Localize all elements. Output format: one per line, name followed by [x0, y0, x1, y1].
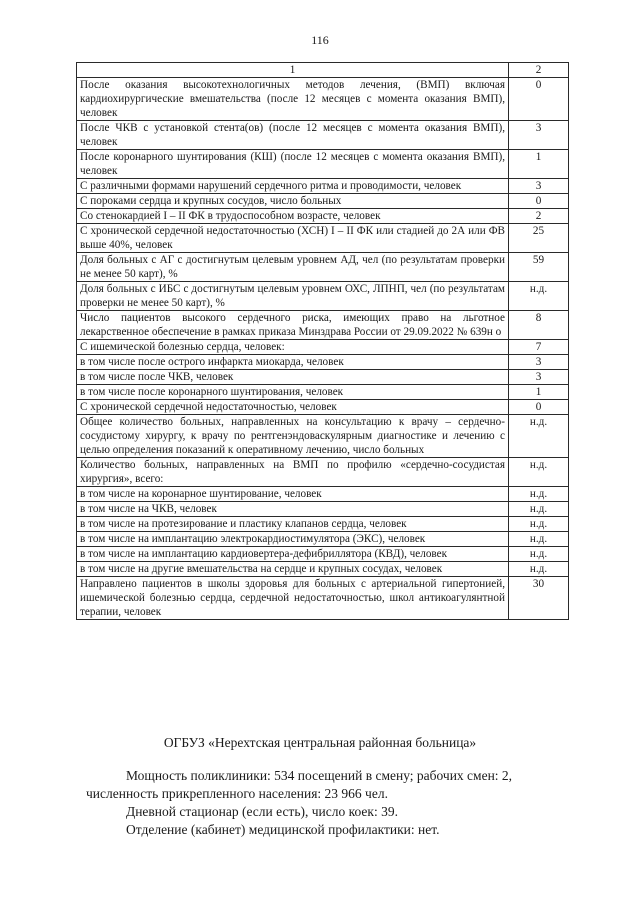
indicator-value: н.д.	[509, 502, 569, 517]
table-row	[77, 224, 569, 253]
indicator-value: н.д.	[509, 487, 569, 502]
indicator-value: 25	[509, 224, 569, 253]
table-row	[77, 385, 569, 400]
table-row	[77, 209, 569, 224]
indicator-label: в том числе после ЧКВ, человек	[77, 370, 509, 385]
indicator-label: С пороками сердца и крупных сосудов, число больных	[77, 194, 509, 209]
table-row	[77, 577, 569, 620]
capacity-line-1: Мощность поликлиники: 534 посещений в смену; рабочих смен: 2,	[126, 768, 513, 783]
table-row	[77, 458, 569, 487]
prevention-office-line: Отделение (кабинет) медицинской профилактики: нет.	[126, 822, 440, 837]
table-row	[77, 78, 569, 121]
indicator-value: н.д.	[509, 517, 569, 532]
day-hospital-line: Дневной стационар (если есть), число коек: 39.	[126, 804, 398, 819]
table-row	[77, 179, 569, 194]
indicator-value: н.д.	[509, 562, 569, 577]
indicator-value: 3	[509, 355, 569, 370]
table-row	[77, 400, 569, 415]
indicator-label: С хронической сердечной недостаточностью, человек	[77, 400, 509, 415]
indicator-label: в том числе на имплантацию электрокардиостимулятора (ЭКС), человек	[77, 532, 509, 547]
table-row	[77, 340, 569, 355]
indicator-value: н.д.	[509, 458, 569, 487]
indicator-value: 59	[509, 253, 569, 282]
indicator-label: в том числе после острого инфаркта миокарда, человек	[77, 355, 509, 370]
indicator-value: 3	[509, 179, 569, 194]
indicator-label: в том числе на имплантацию кардиовертера-дефибриллятора (КВД), человек	[77, 547, 509, 562]
indicator-value: 30	[509, 577, 569, 620]
indicator-label: Доля больных с АГ с достигнутым целевым уровнем АД, чел (по результатам проверки не менее 50 карт), %	[77, 253, 509, 282]
table-row	[77, 311, 569, 340]
table-row	[77, 517, 569, 532]
table-header-row	[77, 63, 569, 78]
column-header-2: 2	[509, 63, 569, 78]
indicator-label: в том числе на протезирование и пластику клапанов сердца, человек	[77, 517, 509, 532]
organization-title: ОГБУЗ «Нерехтская центральная районная больница»	[163, 735, 477, 750]
table-row	[77, 562, 569, 577]
column-header-1: 1	[77, 63, 509, 78]
table-row	[77, 532, 569, 547]
indicator-label: Доля больных с ИБС с достигнутым целевым уровнем ОХС, ЛПНП, чел (по результатам проверки не менее 50 карт), %	[77, 282, 509, 311]
indicator-label: Направлено пациентов в школы здоровья для больных с артериальной гипертонией, ишемической болезнью сердца, сердечной недостаточностью, школ антикоагулянтной терапии, человек	[77, 577, 509, 620]
table-row	[77, 355, 569, 370]
table-row	[77, 487, 569, 502]
indicator-value: 3	[509, 121, 569, 150]
indicator-value: 1	[509, 385, 569, 400]
indicator-value: 7	[509, 340, 569, 355]
table-row	[77, 253, 569, 282]
indicator-value: 3	[509, 370, 569, 385]
indicator-value: н.д.	[509, 282, 569, 311]
indicator-label: Число пациентов высокого сердечного риска, имеющих право на льготное лекарственное обеспечение в рамках приказа Минздрава России от 29.09.2022 № 639н о	[77, 311, 509, 340]
indicator-label: в том числе на ЧКВ, человек	[77, 502, 509, 517]
table-row	[77, 502, 569, 517]
table-row	[77, 282, 569, 311]
indicator-label: Общее количество больных, направленных на консультацию к врачу – сердечно-сосудистому хирургу, к врачу по рентгенэндоваскулярным диагностике и лечению с целью определения показаний к оперативному лечению, число больных	[77, 415, 509, 458]
indicator-value: н.д.	[509, 415, 569, 458]
indicator-value: 8	[509, 311, 569, 340]
table-row	[77, 370, 569, 385]
table-row	[77, 415, 569, 458]
capacity-line-2: численность прикрепленного населения: 23 966 чел.	[86, 786, 388, 801]
table-body	[77, 78, 569, 620]
indicator-label: в том числе на коронарное шунтирование, человек	[77, 487, 509, 502]
indicator-value: 1	[509, 150, 569, 179]
table-row	[77, 547, 569, 562]
indicators-table	[76, 62, 569, 620]
indicator-label: в том числе на другие вмешательства на сердце и крупных сосудах, человек	[77, 562, 509, 577]
indicator-value: 0	[509, 400, 569, 415]
indicator-value: 2	[509, 209, 569, 224]
indicator-value: н.д.	[509, 547, 569, 562]
table-row	[77, 194, 569, 209]
indicator-label: Со стенокардией I – II ФК в трудоспособном возрасте, человек	[77, 209, 509, 224]
indicator-value: 0	[509, 194, 569, 209]
indicator-label: С хронической сердечной недостаточностью (ХСН) I – II ФК или стадией до 2А или ФВ выше 40%, человек	[77, 224, 509, 253]
table-row	[77, 121, 569, 150]
table-row	[77, 150, 569, 179]
indicator-label: в том числе после коронарного шунтирования, человек	[77, 385, 509, 400]
indicator-label: После оказания высокотехнологичных методов лечения, (ВМП) включая кардиохирургические вмешательства (после 12 месяцев с момента оказания ВМП), человек	[77, 78, 509, 121]
page-number: 116	[311, 33, 329, 47]
indicator-label: Количество больных, направленных на ВМП по профилю «сердечно-сосудистая хирургия», всего:	[77, 458, 509, 487]
indicator-label: После ЧКВ с установкой стента(ов) (после 12 месяцев с момента оказания ВМП), человек	[77, 121, 509, 150]
indicator-label: После коронарного шунтирования (КШ) (после 12 месяцев с момента оказания ВМП), человек	[77, 150, 509, 179]
indicator-label: С различными формами нарушений сердечного ритма и проводимости, человек	[77, 179, 509, 194]
indicator-label: С ишемической болезнью сердца, человек:	[77, 340, 509, 355]
indicator-value: 0	[509, 78, 569, 121]
indicator-value: н.д.	[509, 532, 569, 547]
